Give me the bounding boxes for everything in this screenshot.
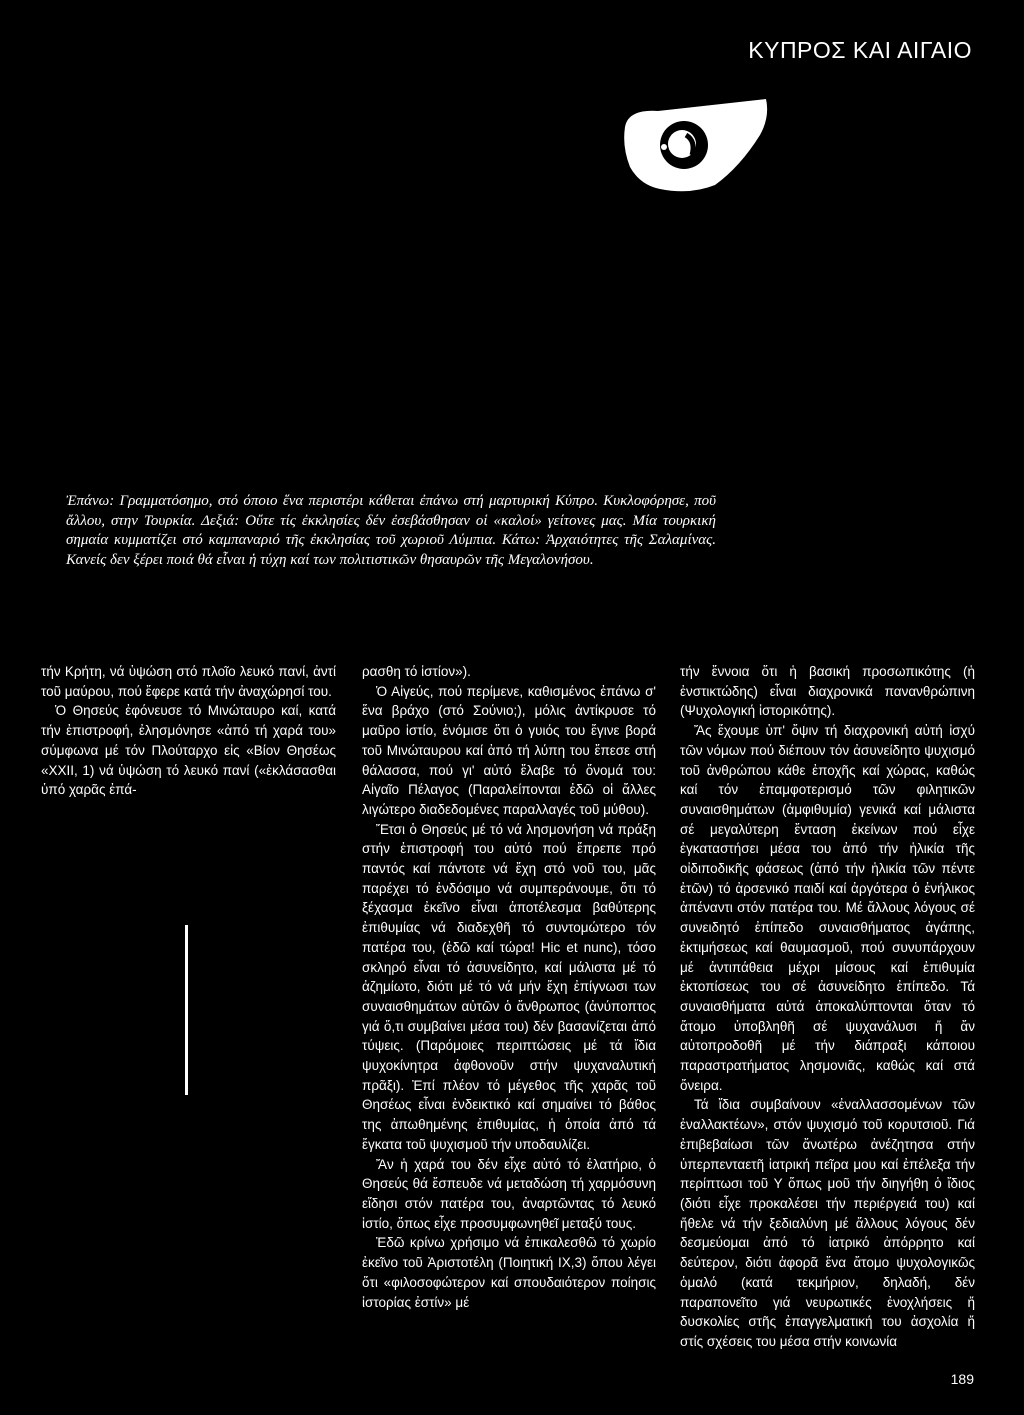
paragraph: Ἄς ἔχουμε ὑπ' ὄψιν τή διαχρονική αὐτή ἰσχύ τῶν νόμων πού διέπουν τόν ἀσυνείδητο ψυχισμό τοῦ ἀνθρώπου κάθε ἐποχῆς καί χώρας, καθώς καί τόν ἐπαμφοτερισμό τῶν φιλητικῶν συναισθημάτων (ἀμφιθυμία) γενικά καί μάλιστα σέ μεγαλύτερη ἔνταση ἐκείνων πού εἶχε ἐγκαταστήσει μέσα του ἀπό τήν ἡλικία τῆς οἰδιποδικῆς φάσεως (ἀπό τήν ἡλικία τῶν πέντε ἐτῶν) τό ἀρσενικό παιδί καί ἀργότερα ὁ ἐνήλικος ἀπέναντι στόν πατέρα του. Μέ ἄλλους λόγους σέ συνειδητό ἐπίπεδο συναισθήματος ἀγάπης, ἐκτιμήσεως καί θαυμασμοῦ, πού συνυπάρχουν μέ ἀντιπάθεια μέχρι μίσους καί ἐπιθυμία ἐκτοπίσεως του σέ ἀσυνείδητο ἐπίπεδο. Τά συναισθήματα αὐτά ἀποκαλύπτονται ὅταν τό ἄτομο ὑποβληθῆ σέ ψυχανάλυσι ἤ ἄν αὐτοπροδοθῆ μέ τήν διάπραξι κάποιου παραστρατήματος λησμονιᾶς, καθώς καί στά ὄνειρα. <box>680 723 975 1093</box>
paragraph: Ὁ Θησεύς ἐφόνευσε τό Μινώταυρο καί, κατά τήν ἐπιστροφή, ἐλησμόνησε «ἀπό τή χαρά του» σύμφωνα μέ τόν Πλούταρχο εἰς «Βίον Θησέως «ΧΧΙΙ, 1) νά ὑψώση τό λευκό πανί («ἐκλάσασθαι ὑπό χαρᾶς ἐπά- <box>41 703 336 798</box>
text-column-3 <box>680 662 975 1352</box>
paragraph: Ἐδῶ κρίνω χρήσιμο νά ἐπικαλεσθῶ τό χωρίο ἐκεῖνο τοῦ Ἀριστοτέλη (Ποιητική ΙΧ,3) ὅπου λέγει ὅτι «φιλοσοφώτερον καί σπουδαιότερον ποίησις ἱστορίας ἐστίν» μέ <box>362 1235 656 1310</box>
page-number: 189 <box>950 1371 974 1387</box>
paragraph: Τά ἴδια συμβαίνουν «ἐναλλασσομένων τῶν ἐναλλακτέων», στόν ψυχισμό τοῦ κορυτσιοῦ. Γιά ἐπιβεβαίωσι τῶν ἄνωτέρω ἀνέζητησα στήν ὑπερπενταετῆ ἰατρική πεῖρα μου καί ἐπέλεξα τήν περίπτωσι τοῦ Υ ὅπως μοῦ τήν διηγήθη ὁ ἴδιος (διότι εἶχε προκαλέσει τήν περιέργειά του) καί ἤθελε νά τήν ξεδιαλύνη μέ ἄλλους λόγους δέν δεσμεύομαι ἀπό τό ἰατρικό ἀπόρρητο καί δεύτερον, διότι ἀφορᾶ ἕνα ἄτομο ψυχολογικῶς ὁμαλό (κατά τεκμήριον, δηλαδή, δέν παραπονεῖτο γιά νευρωτικές ἐνοχλήσεις ἤ δυσκολίες στῆς ἐπαγγελματική του ἀσχολία ἤ στίς σχέσεις του μέσα στήν κοινωνία <box>680 1097 975 1349</box>
paragraph: ρασθη τό ἱστίον»). <box>362 664 471 679</box>
page-header-title: ΚΥΠΡΟΣ ΚΑΙ ΑΙΓΑΙΟ <box>748 37 972 63</box>
text-column-2 <box>362 662 656 1312</box>
paragraph: τήν Κρήτη, νά ὑψώση στό πλοῖο λευκό πανί, ἀντί τοῦ μαύρου, πού ἔφερε κατά τήν ἀναχώρησί του. <box>41 664 336 699</box>
vertical-mark <box>185 925 188 1095</box>
paragraph: τήν ἔννοια ὅτι ἡ βασική προσωπικότης (ἡ ἐνστικτώδης) εἶναι διαχρονικά πανανθρώπινη (Ψυχολογική ἱστορικότης). <box>680 664 975 719</box>
paragraph: Ἔτσι ὁ Θησεύς μέ τό νά λησμονήση νά πράξη στήν ἐπιστροφή του αὐτό πού ἔπρεπε πρό παντός καί πάντοτε νά ἔχη στό νοῦ του, μᾶς παρέχει τό ἐνδόσιμο νά συμπεράνουμε, ὅτι τό ξέχασμα ἐκεῖνο εἶναι ἀποτέλεσμα βαθύτερης ἐπιθυμίας νά διαδεχθῆ τό συντομώτερο τόν πατέρα του, (ἐδῶ καί τώρα! Hic et nunc), τόσο σκληρό εἶναι τό ἀσυνείδητο, καί μάλιστα μέ τό ἀζημίωτο, διότι μέ τό νά μήν ἔχη ἐπίγνωσι των συναισθημάτων αὐτῶν ὁ ἄνθρωπος (ἀνύποπτος γιά ὅ,τι συμβαίνει μέσα του) δέν βασανίζεται ἀπό τύψεις. (Παρόμοιες περιπτώσεις μέ τά ἴδια ψυχοκίνητρα ἀφθονοῦν στήν ψυχαναλυτική πρᾶξι). Ἐπί πλέον τό μέγεθος τῆς χαρᾶς τοῦ Θησέως εἶναι ἐνδεικτικό καί σημαίνει τό βάθος της ἀπωθημένης ἐπιθυμίας, ἡ ὁποία ἀπό τά ἔγκατα τοῦ ψυχισμοῦ τήν υποδαυλίζει. <box>362 821 656 1152</box>
paragraph: Ἄν ἡ χαρά του δέν εἶχε αὐτό τό ἐλατήριο, ὁ Θησεύς θά ἔσπευδε νά μεταδώση τή χαρμόσυνη εἴδησι στόν πατέρα του, ἀναρτῶντας τό λευκό ἱστίο, ὅπως εἶχε προσυμφωνηθεῖ μεταξύ τους. <box>362 1156 656 1231</box>
text-column-1 <box>41 662 336 800</box>
white-blob-emblem-icon <box>620 97 770 197</box>
photo-caption: Ἐπάνω: Γραμματόσημο, στό όποιο ἕνα περιστέρι κάθεται ἐπάνω στή μαρτυρική Κύπρο. Κυκλοφόρησε, ποῦ ἄλλου, στην Τουρκία. Δεξιά: Οὔτε τίς ἐκκλησίες δέν ἐσεβάσθησαν οἱ «καλοί» γείτονες μας. Μία τουρκική σημαία κυμματίζει στό καμπαναριό τῆς ἐκκλησίας τοῦ χωριοῦ Λύμπια. Κάτω: Ἀρχαιότητες τῆς Σαλαμίνας. Κανείς δεν ξέρει ποιά θά εἶναι ἡ τύχη καί των πολιτιστικῶν θησαυρῶν τῆς Μεγαλονήσου. <box>66 493 716 568</box>
paragraph: Ὁ Αἰγεύς, πού περίμενε, καθισμένος ἐπάνω σ' ἕνα βράχο (στό Σούνιο;), μόλις ἀντίκρυσε τό μαῦρο ἱστίο, ἐνόμισε ὅτι ὁ γυιός του ἔγινε βορά τοῦ Μινώταυρου καί ἀπό τή λύπη του ἔπεσε στή θάλασσα, πού γι' αὐτό ἔλαβε τό ὄνομά του: Αἰγαῖο Πέλαγος (Παραλείπονται ἐδῶ οἱ ἄλλες λιγώτερο διαδεδομένες παραλλαγές τοῦ μύθου). <box>362 683 656 817</box>
